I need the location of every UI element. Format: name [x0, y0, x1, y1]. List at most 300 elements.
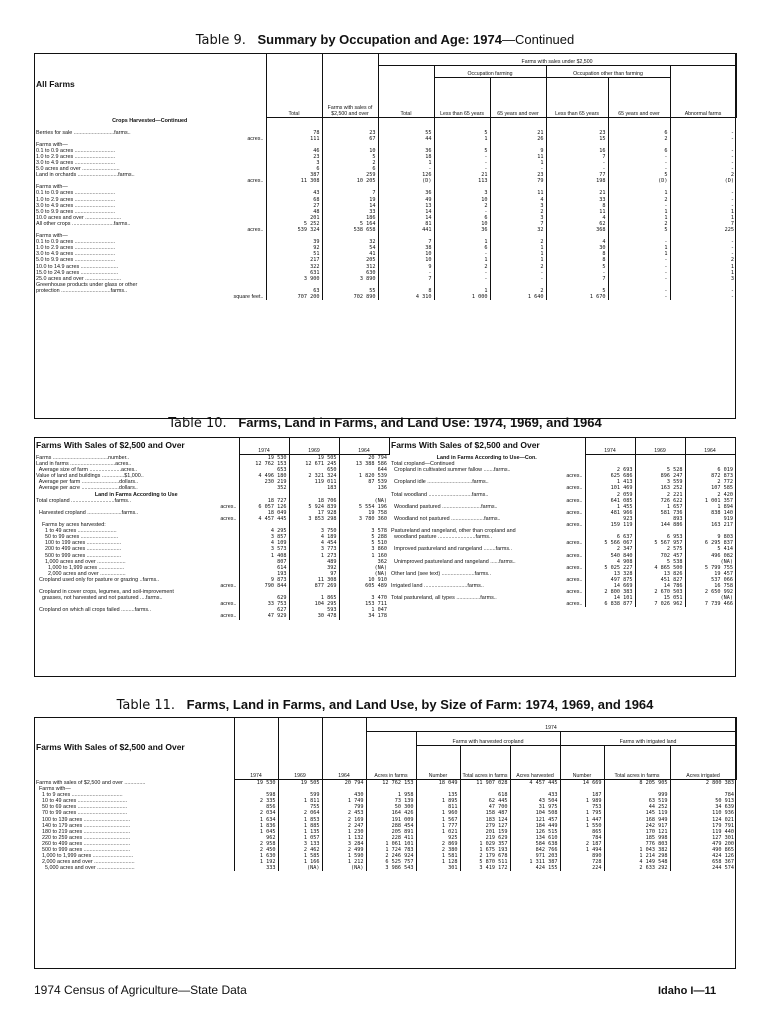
table11-cell: 34 639: [670, 804, 736, 810]
table9-cell: -: [670, 245, 736, 251]
table9-cell: 1: [490, 257, 546, 263]
table9-cell: -: [670, 294, 736, 300]
table11-row-label: 70 to 99 acres .................................: [36, 810, 128, 817]
table11-row-label: Farms with—: [36, 786, 71, 793]
table9-row-label: protection .................................farms..: [36, 287, 128, 294]
table9-title-text: Summary by Occupation and Age:: [257, 32, 470, 47]
table9-row-label: acres..: [247, 135, 264, 142]
table11-row-label: 500 to 999 acres ...............................: [36, 847, 131, 854]
table9-cell: -: [608, 270, 670, 276]
table9-cell: 368: [546, 227, 608, 233]
table10-right-cell: 2 650 992: [685, 589, 735, 595]
table11-cell: 1 061 101: [366, 841, 416, 847]
table11-cell: 4 457 445: [510, 780, 560, 787]
table9-cell: 1: [434, 136, 490, 142]
table10-right-cell: 451 827: [635, 577, 685, 583]
table10-left-h-1964: 1964: [339, 438, 389, 455]
table9-cell: -: [670, 136, 736, 142]
table9-cell: -: [546, 166, 608, 172]
table9-row-label: All other crops ............................farms..: [36, 220, 131, 227]
table11-cell: 584 638: [510, 841, 560, 847]
table9-row-label: 3.0 to 4.9 acres ...........................: [36, 251, 116, 258]
table11-cell: 1 958: [366, 792, 416, 798]
table11-cell: 842 766: [510, 847, 560, 853]
table10-right-cell: 5 414: [685, 546, 735, 552]
table11-cell: 1 029 357: [460, 841, 510, 847]
table9-section: Crops Harvested—Continued: [112, 117, 188, 124]
table9-cell: 441: [378, 227, 434, 233]
table9-cell: 6: [434, 245, 490, 251]
table9-cell: 13: [378, 203, 434, 209]
table9-cell: -: [608, 203, 670, 209]
table10-right-row: [389, 601, 735, 607]
table9-cell: -: [670, 239, 736, 245]
table10-left-h-1969: 1969: [289, 438, 339, 455]
table10-right-row-label: acres..: [566, 589, 583, 596]
table11-cell: 856: [234, 804, 278, 810]
table10-left-cell: 183: [289, 485, 339, 491]
table9-cell: 1: [608, 251, 670, 257]
table10-right-row-label: Woodland not pastured ......................farms..: [391, 515, 501, 522]
table11: [34, 717, 737, 871]
table11-cell: 2 633 292: [604, 865, 670, 871]
table11-row-label: 2,000 acres and over ...........................: [36, 859, 135, 866]
table9-cell: 707 200: [266, 294, 322, 300]
table11-cell: 50 300: [366, 804, 416, 810]
table10-left-cell: 193: [239, 571, 289, 577]
table9-cell: 538 658: [322, 227, 378, 233]
table9-row-label: acres..: [247, 227, 264, 233]
table11-cell: 1 724 783: [366, 847, 416, 853]
table10-left-cell: 30 478: [289, 613, 339, 619]
table9-cell: 23: [490, 172, 546, 178]
table11-cell: 424 155: [510, 865, 560, 871]
table9-cell: 11: [490, 154, 546, 160]
table9-h-65over-b: 65 years and over: [608, 78, 670, 118]
table11-cell: 185 998: [604, 835, 670, 841]
table10-left-cell: 3 578: [339, 528, 389, 534]
table9-cell: 2: [608, 221, 670, 227]
table9-cell: -: [670, 251, 736, 257]
table9-cell: 5: [434, 148, 490, 154]
table10-left-row-label: 2,000 acres and over .................: [36, 570, 126, 577]
table10-left-cell: 3 860: [339, 546, 389, 552]
table9-cell: 36: [378, 190, 434, 196]
table11-cell: 658 367: [670, 859, 736, 865]
table9-cell: 8: [546, 251, 608, 257]
table10-left-cell: 87 539: [339, 479, 389, 485]
table11-cell: 110 936: [670, 810, 736, 816]
table11-cell: 191 009: [366, 817, 416, 823]
table9-cell: 6: [434, 215, 490, 221]
table9-cell: 78: [266, 130, 322, 136]
table11-h-number2: Number: [560, 746, 604, 780]
table9-cell: 11 308: [266, 178, 322, 184]
table11-cell: 63 519: [604, 798, 670, 804]
table11-cell: 104 508: [510, 810, 560, 816]
table10-right-cell: 13 826: [635, 571, 685, 577]
table11-cell: 2 247: [322, 823, 366, 829]
table9-number: Table 9.: [195, 33, 246, 48]
table11-cell: 18 049: [416, 780, 460, 787]
table11-cell: 1 853: [278, 817, 322, 823]
table10-right-cell: 159 119: [585, 522, 635, 528]
table10-left-cell: 18 049: [239, 510, 289, 516]
table10-left-cell: 1 820 539: [339, 473, 389, 479]
table10-right-cell: 540 840: [585, 553, 635, 559]
table10-right: [389, 437, 736, 607]
table11-cell: 19 505: [278, 780, 322, 787]
table10-left-row-label: 50 to 99 acres .........................: [36, 534, 119, 541]
table9-row-label: 5.0 to 9.9 acres ...........................: [36, 257, 116, 264]
table9-cell: 5: [322, 154, 378, 160]
table10-right-cell: 13 328: [585, 571, 635, 577]
table10-right-row-label: acres..: [566, 552, 583, 559]
table9-cell: 702 890: [322, 294, 378, 300]
table10-left-cell: 34 178: [339, 613, 389, 619]
table10-right-cell: 5 528: [635, 467, 685, 473]
table9-cell: 32: [322, 239, 378, 245]
table11-cell: 811: [416, 804, 460, 810]
table10-left-cell: 2 321 324: [289, 473, 339, 479]
table11-cell: 4 149 548: [604, 859, 670, 865]
table11-h-acres-harvested: Acres harvested: [510, 746, 560, 780]
table10-right-cell: 16 758: [685, 583, 735, 589]
table10-left-cell: (NA): [339, 565, 389, 571]
table10-left-cell: 807: [239, 559, 289, 565]
footer-page: Idaho I—11: [658, 985, 717, 997]
table9-cell: 6: [322, 166, 378, 172]
table9-cell: 10: [434, 221, 490, 227]
table9-h-abnormal: Abnormal farms: [670, 66, 736, 118]
table9-cell: -: [608, 288, 670, 294]
table11-cell: 2 335: [234, 798, 278, 804]
table10-right-cell: 4 865 500: [635, 565, 685, 571]
table11-cell: 2 869: [416, 841, 460, 847]
table9-cell: 10: [322, 148, 378, 154]
table9-cell: -: [490, 270, 546, 276]
table11-cell: 126 515: [510, 829, 560, 835]
table10-right-cell: 1 413: [585, 479, 635, 485]
table10-right-cell: 7 026 962: [635, 601, 685, 607]
table11-h-harvested: Farms with harvested cropland: [416, 732, 560, 746]
table11-row-label: 1 to 9 acres ..................................: [36, 792, 123, 799]
table10-left-row-label: acres..: [220, 503, 237, 510]
table9-h-65over-a: 65 years and over: [490, 78, 546, 118]
table9-cell: 7: [322, 190, 378, 196]
table9-cell: 8: [378, 288, 434, 294]
table9-cell: 6: [608, 130, 670, 136]
table11-cell: 3 284: [322, 841, 366, 847]
table10-right-row-label: Total cropland—Continued: [391, 461, 455, 468]
table9-year: 1974: [473, 32, 502, 47]
table9-cell: -: [608, 154, 670, 160]
table9-cell: 1: [434, 257, 490, 263]
table10-right-cell: 7 739 466: [685, 601, 735, 607]
table9-cell: 10: [378, 257, 434, 263]
table11-cell: 2 462: [278, 847, 322, 853]
table9-cell: 6: [608, 148, 670, 154]
table9-cell: -: [434, 166, 490, 172]
table11-cell: 3 419 172: [460, 865, 510, 871]
table10-left-row-label: Farms .....................................number..: [36, 454, 130, 461]
table9-cell: 10: [434, 197, 490, 203]
table10-right-cell: 6 953: [635, 534, 685, 540]
table10-left-cell: 653: [239, 467, 289, 473]
table9-cell: 26: [490, 136, 546, 142]
table11-row-label: 260 to 499 acres ...............................: [36, 840, 131, 847]
table10-left-row-label: Harvested cropland .......................farms..: [36, 509, 139, 516]
table10-right-row-label: Total pastureland, all types ................farms..: [391, 595, 497, 602]
table9-h-less65-b: Less than 65 years: [546, 78, 608, 118]
table11-cell: 164 426: [366, 810, 416, 816]
table9-cell: -: [546, 160, 608, 166]
table9-row-label: 0.1 to 0.9 acres ...........................: [36, 147, 116, 154]
table10-right-cell: 872 873: [685, 473, 735, 479]
table10-right-cell: 702 457: [635, 553, 685, 559]
table11-cell: 728: [560, 859, 604, 865]
table10-left-cell: 9 873: [239, 577, 289, 583]
table11-row-label: 50 to 69 acres .................................: [36, 804, 128, 811]
table9-h-other: Occupation other than farming: [546, 66, 670, 78]
table9-cell: 3 890: [322, 276, 378, 282]
table9-cell: 259: [322, 172, 378, 178]
table11-cell: 12 762 153: [366, 780, 416, 787]
table10-left-row-label: acres..: [220, 582, 237, 589]
table9-cell: 55: [322, 288, 378, 294]
table10-left-cell: 4 295: [239, 528, 289, 534]
table11-cell: 1 585: [278, 853, 322, 859]
table10-right-row-label: acres..: [566, 576, 583, 583]
table11-cell: 2 187: [560, 841, 604, 847]
table9-cell: -: [670, 203, 736, 209]
table10-left-row-label: 1,000 to 1,999 acres .................: [36, 564, 125, 571]
table9-cell: 67: [322, 136, 378, 142]
table10-left-cell: 3 857: [239, 534, 289, 540]
table11-cell: 14 669: [560, 780, 604, 787]
table11-h-total-acres2: Total acres in farms: [604, 746, 670, 780]
table9-cell: 5 252: [266, 221, 322, 227]
table9-cell: 46: [266, 148, 322, 154]
table10-title-text: Farms, Land in Farms, and Land Use: 1974, 1969, and 1964: [238, 415, 602, 430]
table11-cell: 47 700: [460, 804, 510, 810]
table9-cell: 4: [546, 215, 608, 221]
table9-cell: 9: [490, 148, 546, 154]
table9-cell: 39: [266, 239, 322, 245]
table10-right-row-label: acres..: [566, 509, 583, 516]
table9-cell: 2: [322, 160, 378, 166]
table10-right-cell: 19 457: [685, 571, 735, 577]
table9-cell: 1: [608, 209, 670, 215]
table9-cell: 54: [322, 245, 378, 251]
table9-cell: 126: [378, 172, 434, 178]
table11-cell: 119 440: [670, 829, 736, 835]
table11-stub-head: Farms With Sales of $2,500 and Over: [36, 742, 185, 753]
table10-left-cell: 4 496 180: [239, 473, 289, 479]
table10-left-cell: 6 057 126: [239, 504, 289, 510]
table9-cell: 21: [490, 130, 546, 136]
table10-left-cell: 12 671 245: [289, 461, 339, 467]
table10-right-stub-head: Farms With Sales of $2,500 and Over: [391, 439, 540, 450]
table10-left-cell: 1 408: [239, 553, 289, 559]
table9-cell: 1: [490, 245, 546, 251]
table11-cell: 127 301: [670, 835, 736, 841]
table9-row-label: Land in orchards ...........................farms..: [36, 172, 135, 179]
table9-cell: (D): [608, 178, 670, 184]
table10-right-cell: 838 140: [685, 510, 735, 516]
table11-cell: (NA): [278, 865, 322, 871]
table10-left-cell: 119 011: [289, 479, 339, 485]
table11-title-text: Farms, Land in Farms, and Land Use, by Size of Farm: 1974, 1969, and 1964: [186, 697, 654, 712]
table11-row: [34, 780, 736, 787]
table9-row-label: 5.0 acres and over .........................: [36, 166, 120, 173]
table10-right-cell: 2 670 503: [635, 589, 685, 595]
table11-cell: 1 675 193: [460, 847, 510, 853]
table9-cell: 6: [266, 166, 322, 172]
table11-cell: 288 454: [366, 823, 416, 829]
table10-left-cell: 650: [289, 467, 339, 473]
table9-row-label: 0.1 to 0.9 acres ...........................: [36, 190, 116, 197]
table10-right-cell: 5 566 067: [585, 540, 635, 546]
table11-cell: 999: [604, 792, 670, 798]
table9-cell: -: [434, 209, 490, 215]
table11-cell: 962: [234, 835, 278, 841]
table9-cell: 3 900: [266, 276, 322, 282]
table10-left-cell: 18 706: [289, 498, 339, 504]
table10-left-cell: 13 388 586: [339, 461, 389, 467]
table10-left-row-label: Value of land and buildings ...............$1,000..: [36, 473, 144, 480]
table10-left-row-label: Average per farm .........................dollars..: [36, 479, 139, 486]
table9-cell: -: [608, 239, 670, 245]
table10-right-cell: 163 217: [685, 522, 735, 528]
table9-cell: -: [490, 166, 546, 172]
table10-left-cell: 3 773: [289, 546, 339, 552]
table10-left-cell: 4 457 445: [239, 516, 289, 522]
table9-cell: 113: [434, 178, 490, 184]
table10-left-row-label: Land in Farms According to Use: [94, 491, 178, 498]
table11-cell: 1 795: [560, 810, 604, 816]
table10-left-cell: 10 910: [339, 577, 389, 583]
table10-right-row-label: acres..: [566, 601, 583, 608]
table9-h-under: Farms with sales under $2,500: [378, 54, 736, 66]
table11-cell: 2 246 924: [366, 853, 416, 859]
table9-row-label: 1.0 to 2.9 acres ...........................: [36, 153, 116, 160]
table11-cell: 244 574: [670, 865, 736, 871]
table10-right-cell: 2 772: [685, 479, 735, 485]
table10-left-row: [34, 613, 389, 619]
table9-row-label: Greenhouse products under glass or other: [36, 281, 138, 288]
table11-cell: 242 917: [604, 823, 670, 829]
table9-cell: -: [608, 294, 670, 300]
table9-cell: 43: [266, 190, 322, 196]
table11-row-label: Farms with sales of $2,500 and over ..............: [36, 779, 146, 786]
table10-right-cell: 15 051: [635, 595, 685, 601]
table10-right-row-label: Total woodland .............................farms..: [391, 491, 489, 498]
table11-cell: 135: [416, 792, 460, 798]
table10-left-cell: 47 929: [239, 613, 289, 619]
table11-cell: 11 907 028: [460, 780, 510, 787]
table11-cell: 219 629: [460, 835, 510, 841]
table10-right-cell: 1 894: [685, 504, 735, 510]
table9-row-label: 15.0 to 24.9 acres .........................: [36, 269, 119, 276]
table10-left-cell: 790 844: [239, 583, 289, 589]
table9-cell: -: [434, 160, 490, 166]
table11-cell: 50 913: [670, 798, 736, 804]
table10-left-stub-head: Farms With Sales of $2,500 and Over: [36, 439, 185, 450]
table11-cell: 1 567: [416, 817, 460, 823]
table11-title: [0, 697, 770, 713]
table9-cell: -: [670, 130, 736, 136]
table9-cell: 4: [546, 239, 608, 245]
table11-cell: 179 791: [670, 823, 736, 829]
table9-cell: 10 205: [322, 178, 378, 184]
table9-cell: 23: [546, 130, 608, 136]
table10-left-row-label: Farms by acres harvested:: [36, 522, 106, 529]
table11-cell: 2 064: [278, 810, 322, 816]
table11-h-year: 1974: [366, 718, 736, 732]
table10-left-cell: 20 794: [339, 455, 389, 462]
table9-cell: 49: [378, 197, 434, 203]
table11-cell: 31 975: [510, 804, 560, 810]
table10-left-cell: 3 750: [289, 528, 339, 534]
table11-cell: 618: [460, 792, 510, 798]
table9-cell: 62: [546, 221, 608, 227]
table9-cell: -: [670, 197, 736, 203]
table10-right-h-1974: 1974: [585, 438, 635, 455]
table10-right-cell: 641 085: [585, 498, 635, 504]
table11-cell: 134 610: [510, 835, 560, 841]
table9-cell: (D): [378, 178, 434, 184]
table9-cell: 7: [378, 276, 434, 282]
table10-right-cell: 481 966: [585, 510, 635, 516]
table11-cell: 3 133: [278, 841, 322, 847]
table10-left-cell: 605 489: [339, 583, 389, 589]
table11-cell: 799: [322, 804, 366, 810]
table11-cell: 424 126: [670, 853, 736, 859]
table9-cell: -: [378, 166, 434, 172]
table10-left: [34, 437, 390, 620]
table10-left-row-label: Land in farms ..............................acres..: [36, 461, 132, 468]
table10-left-row-label: acres..: [220, 613, 237, 620]
table11-cell: 43 504: [510, 798, 560, 804]
table10-right-cell: 2 347: [585, 546, 635, 552]
table10-left-cell: 5 924 839: [289, 504, 339, 510]
table9-cell: 201: [266, 215, 322, 221]
table9-cell: 19: [322, 197, 378, 203]
table9-cell: 77: [546, 172, 608, 178]
table9-row-label: 3.0 to 4.9 acres ...........................: [36, 159, 116, 166]
table9-cell: 32: [490, 227, 546, 233]
table11-cell: 3 986 543: [366, 865, 416, 871]
table9-cell: -: [434, 251, 490, 257]
table10-right-cell: 6 295 837: [685, 540, 735, 546]
table11-cell: 201 159: [460, 829, 510, 835]
table10-right-row-label: Other land (see text) ......................farms..: [391, 570, 492, 577]
table11-cell: 1 311 387: [510, 859, 560, 865]
table11-cell: (NA): [322, 865, 366, 871]
table9-cell: 205: [322, 257, 378, 263]
table10-right-cell: (NA): [685, 595, 735, 601]
table10-left-cell: 19 758: [339, 510, 389, 516]
table10-left-cell: 4 454: [289, 540, 339, 546]
table11-cell: 479 200: [670, 841, 736, 847]
table10-right-row-label: acres..: [566, 473, 583, 480]
table9-cell: 198: [546, 178, 608, 184]
table11-h-acres: Acres in farms: [366, 732, 416, 780]
table11-cell: 1 836: [234, 823, 278, 829]
table10-left-cell: 230 219: [239, 479, 289, 485]
table10-left-cell: 627: [239, 607, 289, 613]
